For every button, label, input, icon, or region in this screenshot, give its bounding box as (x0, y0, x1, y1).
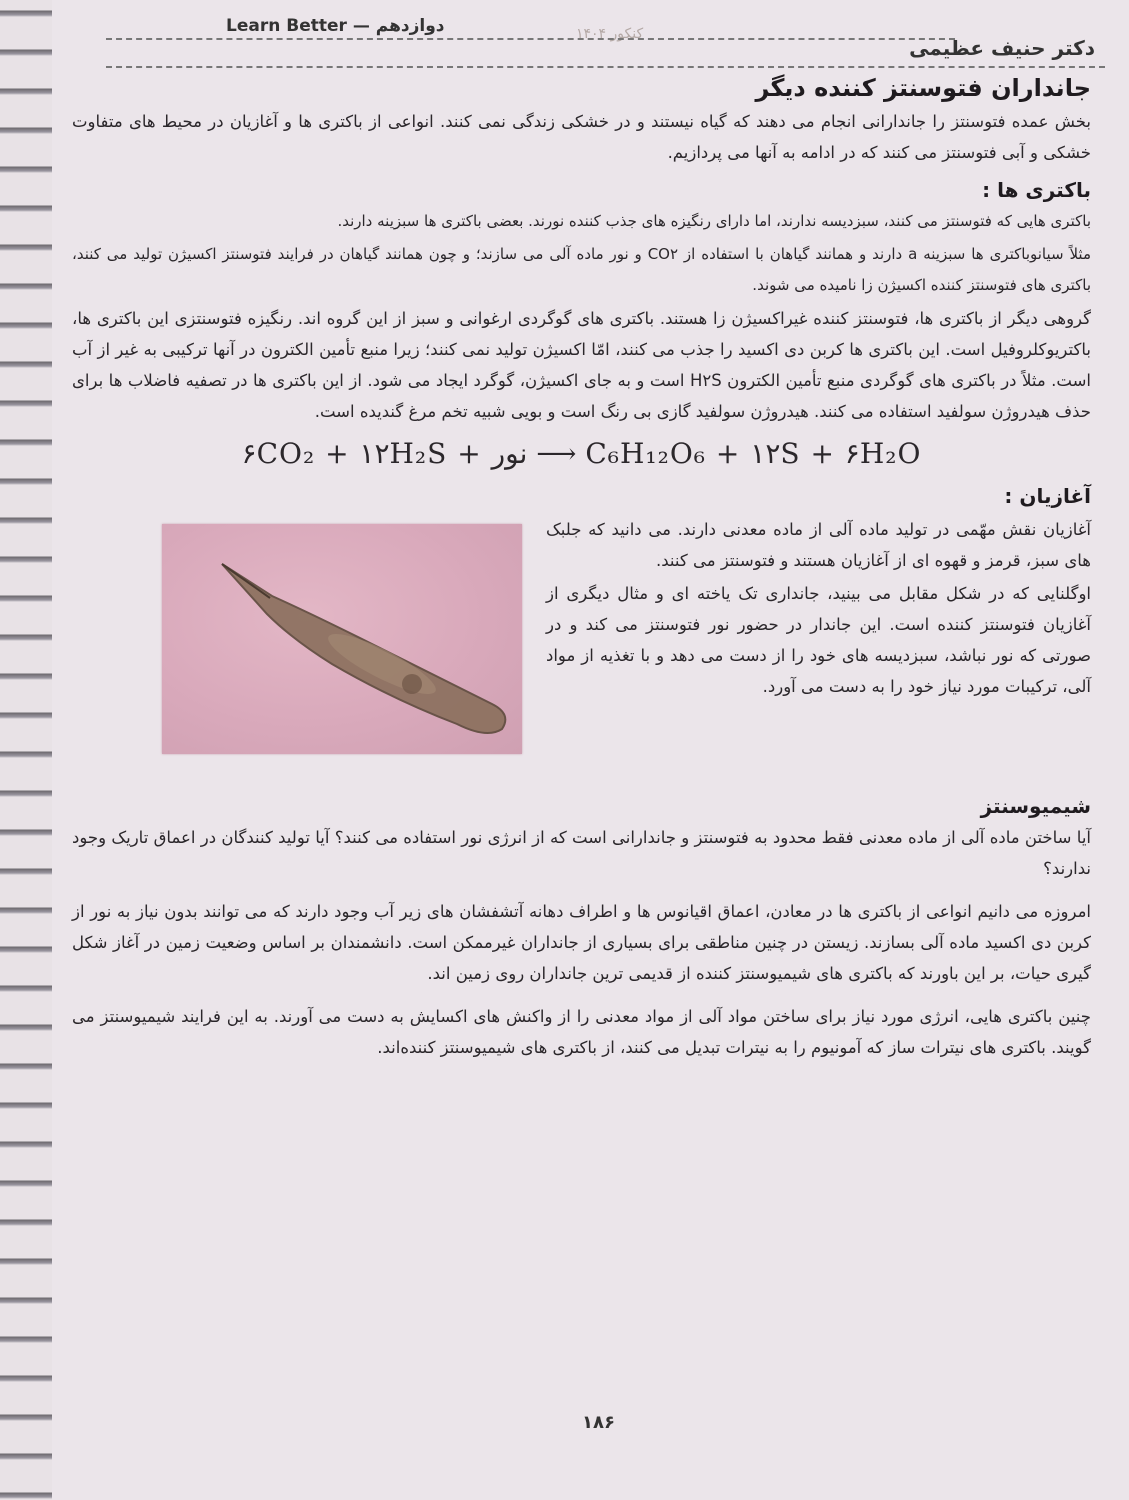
paragraph: مثلاً سیانوباکتری ها سبزینه a دارند و همانند گیاهان با استفاده از CO۲ و نور ماده آلی می سازند؛ و چون همانند گیاهان در فرایند فتوسنتز اکسیژن تولید می کنند، باکتری های فتوسنتز کننده اکسیژن زا نامیده می شوند. (72, 245, 1091, 294)
subsection-title-protists: آغازیان : (1004, 484, 1091, 508)
author-name: دکتر حنیف عظیمی (909, 36, 1095, 60)
paragraph: اوگلنایی که در شکل مقابل می بینید، جانداری تک یاخته ای و مثال دیگری از آغازیان فتوسنتز کننده است. این جاندار در حضور نور فتوسنتز می کند و در صورتی که نور نباشد، سبزدیسه های خود را از دست می دهد و با تغذیه از مواد آلی، ترکیبات مورد نیاز خود را به دست می آورد. (546, 584, 1091, 696)
exam-label: کنکور ۱۴۰۴ (576, 26, 644, 42)
euglena-image (162, 524, 522, 754)
section-title: جانداران فتوسنتز کننده دیگر (755, 74, 1091, 102)
paragraph: امروزه می دانیم انواعی از باکتری ها در معادن، اعماق اقیانوس ها و اطراف دهانه آتشفشان های زیر آب وجود دارند که می توانند بدون نیاز به نور از کربن دی اکسید ماده آلی بسازند. زیستن در چنین مناطقی برای بسیاری از جانداران غیرممکن است. دانشمندان بر اساس وضعیت زمین در آغاز شکل گیری حیات، بر این باورند که باکتری های شیمیوسنتز کننده از قدیمی ترین جانداران روی زمین اند. (72, 902, 1091, 983)
paragraph: آغازیان نقش مهّمی در تولید ماده آلی از ماده معدنی دارند. می دانید که جلبک های سبز، قرمز و قهوه ای از آغازیان هستند و فتوسنتز می کنند. (546, 520, 1091, 570)
protists-block (72, 514, 1091, 754)
paragraph: چنین باکتری هایی، انرژی مورد نیاز برای ساختن مواد آلی از مواد معدنی را از واکنش های اکسایش به دست می آورند. به این فرایند شیمیوسنتز می گویند. باکتری های نیترات ساز که آمونیوم را به نیترات تبدیل می کنند، از باکتری های شیمیوسنتز کننده‌اند. (72, 1007, 1091, 1057)
page-content (72, 68, 1091, 1065)
paragraph: باکتری هایی که فتوسنتز می کنند، سبزدیسه ندارند، اما دارای رنگیزه های جذب کننده نورند. بعضی باکتری ها سبزینه دارند. (337, 212, 1091, 230)
page-number: ۱۸۶ (582, 1412, 615, 1433)
subsection-title-chemosynthesis: شیمیوسنتز (980, 794, 1091, 818)
protists-text (546, 514, 1091, 704)
subsection-title-bacteria: باکتری ها : (982, 178, 1091, 202)
header-divider (106, 38, 955, 40)
page-header (106, 8, 1105, 62)
paragraph: بخش عمده فتوسنتز را جاندارانی انجام می دهند که گیاه نیستند و در خشکی زندگی نمی کنند. انواعی از باکتری ها و آغازیان در محیط های متفاوت خشکی و آبی فتوسنتز می کنند که در ادامه به آنها می پردازیم. (72, 112, 1091, 162)
book-page (52, 0, 1129, 1500)
paragraph: آیا ساختن ماده آلی از ماده معدنی فقط محدود به فتوسنتز و جاندارانی است که از انرژی نور استفاده می کنند؟ آیا تولید کنندگان در اعماق تاریک وجود ندارند؟ (72, 828, 1091, 878)
chemical-equation: ۶CO₂ + ۱۲H₂S + نور ⟶ C₆H₁₂O₆ + ۱۲S + ۶H₂O (241, 437, 922, 470)
paragraph: گروهی دیگر از باکتری ها، فتوسنتز کننده غیراکسیژن زا هستند. باکتری های گوگردی ارغوانی و سبز از این گروه اند. رنگیزه فتوسنتزی این باکتری ها، باکتریوکلروفیل است. این باکتری ها کربن دی اکسید را جذب می کنند، امّا اکسیژن تولید نمی کنند؛ زیرا منبع تأمین الکترون در آنها ترکیبی به غیر از آب است. مثلاً در باکتری های گوگردی منبع تأمین الکترون H۲S است و به جای اکسیژن، گوگرد ایجاد می شود. از این باکتری ها در تصفیه فاضلاب ها برای حذف هیدروژن سولفید استفاده می کنند. هیدروژن سولفید گازی بی رنگ است و بویی شبیه تخم مرغ گندیده است. (72, 309, 1091, 421)
spiral-binding (0, 0, 52, 1500)
euglena-icon (162, 524, 522, 754)
book-title: دوازدهم — Learn Better (226, 16, 445, 36)
